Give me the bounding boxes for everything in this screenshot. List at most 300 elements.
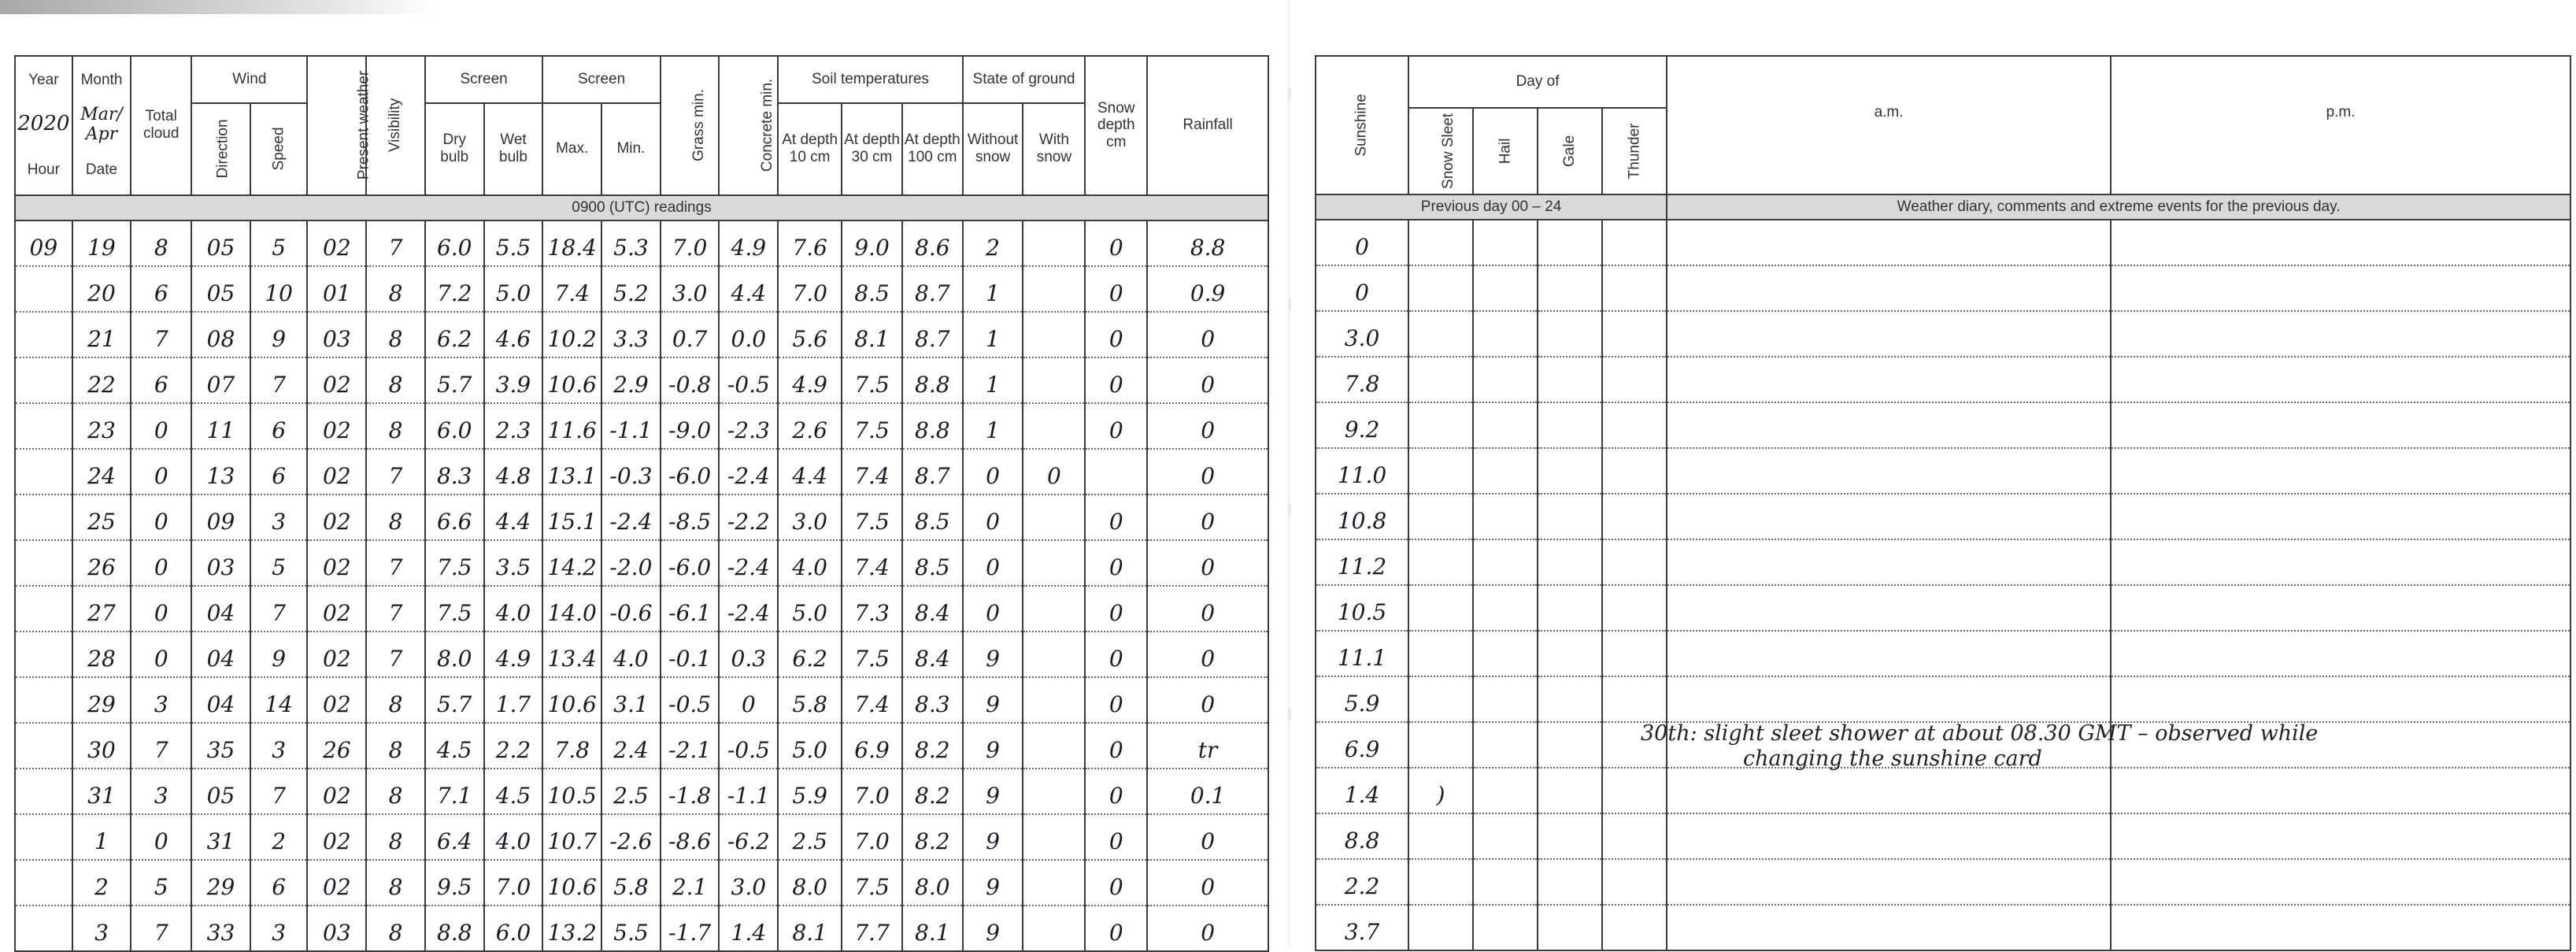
wind-header: Wind — [191, 56, 307, 103]
hail-cell — [1473, 357, 1538, 402]
wet-bulb-cell: 4.4 — [484, 495, 543, 540]
grass-min-cell: 3.0 — [661, 266, 720, 312]
wind-direction-cell: 11 — [191, 403, 250, 449]
thunder-cell — [1602, 311, 1667, 357]
min-temp-cell: 5.5 — [601, 906, 661, 951]
date-cell: 2 — [72, 860, 131, 906]
pm-diary-cell — [2111, 768, 2570, 813]
total-cloud-header: Total cloud — [131, 56, 191, 195]
ground-with-snow-cell — [1023, 723, 1085, 769]
visibility-cell: 8 — [366, 312, 425, 357]
present-weather-cell: 02 — [307, 357, 366, 403]
pm-diary-cell — [2111, 539, 2570, 585]
wind-speed-cell: 7 — [250, 586, 308, 632]
concrete-min-cell: -2.4 — [719, 449, 778, 495]
snow-depth-cell: 0 — [1085, 357, 1147, 403]
sunshine-cell: 11.2 — [1316, 539, 1408, 585]
dry-bulb-cell: 7.2 — [425, 266, 484, 312]
visibility-cell: 8 — [366, 677, 425, 723]
snow-depth-cell: 0 — [1085, 723, 1147, 769]
sunshine-cell: 1.4 — [1316, 768, 1408, 813]
ground-without-snow-cell: 0 — [963, 495, 1023, 540]
hail-cell — [1473, 585, 1538, 631]
ground-with-snow-cell — [1023, 860, 1085, 906]
date-cell: 19 — [72, 220, 131, 266]
max-temp-cell: 13.2 — [542, 906, 601, 951]
table-row — [15, 632, 1268, 677]
table-row — [15, 860, 1268, 906]
hour-cell — [15, 586, 72, 632]
wet-bulb-cell: 4.6 — [484, 312, 543, 357]
am-diary-cell — [1667, 357, 2111, 402]
pm-diary-cell — [2111, 859, 2570, 905]
wind-speed-cell: 3 — [250, 495, 308, 540]
ground-with-snow-cell — [1023, 266, 1085, 312]
wet-bulb-cell: 1.7 — [484, 677, 543, 723]
am-diary-cell — [1667, 585, 2111, 631]
wind-speed-cell: 3 — [250, 723, 308, 769]
snow-sleet-cell — [1408, 859, 1473, 905]
hail-cell — [1473, 905, 1538, 950]
soil-30cm-cell: 7.0 — [842, 769, 902, 814]
table-row — [15, 357, 1268, 403]
gale-cell — [1538, 676, 1602, 722]
wet-bulb-cell: 4.8 — [484, 449, 543, 495]
min-temp-cell: -0.3 — [601, 449, 661, 495]
soil-30cm-cell: 9.0 — [842, 220, 902, 266]
wet-bulb-cell: 5.5 — [484, 220, 543, 266]
max-temp-cell: 7.4 — [542, 266, 601, 312]
hour-cell — [15, 906, 72, 951]
wind-direction-cell: 05 — [191, 769, 250, 814]
soil-10cm-cell: 5.6 — [778, 312, 842, 357]
soil-100cm-cell: 8.1 — [902, 906, 963, 951]
total-cloud-cell: 6 — [131, 357, 191, 403]
wind-speed-cell: 2 — [250, 814, 308, 860]
present-weather-cell: 03 — [307, 312, 366, 357]
soil-30cm-cell: 7.5 — [842, 632, 902, 677]
diary-table — [1315, 55, 2571, 951]
wind-direction-cell: 04 — [191, 586, 250, 632]
min-header: Min. — [601, 103, 661, 195]
soil-100cm-cell: 8.5 — [902, 540, 963, 586]
am-diary-cell — [1667, 220, 2111, 265]
thunder-cell — [1602, 859, 1667, 905]
sunshine-cell: 0 — [1316, 265, 1408, 311]
snow-sleet-cell — [1408, 905, 1473, 950]
pm-diary-cell — [2111, 905, 2570, 950]
wind-speed-cell: 6 — [250, 449, 308, 495]
table-row — [1316, 448, 2570, 494]
soil-10cm-cell: 7.6 — [778, 220, 842, 266]
am-diary-cell — [1667, 402, 2111, 448]
visibility-header: Visibility — [366, 56, 425, 195]
soil-100cm-cell: 8.8 — [902, 403, 963, 449]
ground-without-snow-cell: 2 — [963, 220, 1023, 266]
grass-min-cell: -8.5 — [661, 495, 720, 540]
table-row — [1316, 813, 2570, 859]
soil-30cm-cell: 7.4 — [842, 449, 902, 495]
rainfall-cell: 8.8 — [1147, 220, 1268, 266]
min-temp-cell: 5.2 — [601, 266, 661, 312]
concrete-min-cell: -2.3 — [719, 403, 778, 449]
hail-cell — [1473, 676, 1538, 722]
thunder-cell — [1602, 220, 1667, 265]
ground-with-snow-cell — [1023, 403, 1085, 449]
rainfall-cell: 0 — [1147, 814, 1268, 860]
concrete-min-cell: -2.4 — [719, 540, 778, 586]
thunder-header: Thunder — [1602, 108, 1667, 194]
grass-min-cell: -0.8 — [661, 357, 720, 403]
snow-depth-cell: 0 — [1085, 906, 1147, 951]
soil-100cm-cell: 8.0 — [902, 860, 963, 906]
min-temp-cell: 3.3 — [601, 312, 661, 357]
ground-with-snow-cell — [1023, 586, 1085, 632]
book-gutter — [1286, 0, 1291, 946]
ground-without-snow-cell: 9 — [963, 906, 1023, 951]
total-cloud-cell: 0 — [131, 403, 191, 449]
total-cloud-cell: 0 — [131, 540, 191, 586]
wind-direction-cell: 04 — [191, 677, 250, 723]
snow-sleet-cell — [1408, 539, 1473, 585]
total-cloud-cell: 7 — [131, 906, 191, 951]
date-cell: 27 — [72, 586, 131, 632]
wind-direction-cell: 09 — [191, 495, 250, 540]
snow-sleet-cell — [1408, 265, 1473, 311]
soil-100cm-cell: 8.5 — [902, 495, 963, 540]
present-weather-cell: 03 — [307, 906, 366, 951]
grass-min-cell: -2.1 — [661, 723, 720, 769]
diary-entry-line1: 30th: slight sleet shower at about 08.30 GMT – observed while — [1641, 721, 2319, 746]
table-row — [1316, 539, 2570, 585]
gale-cell — [1538, 722, 1602, 768]
table-row — [15, 540, 1268, 586]
rainfall-header: Rainfall — [1147, 56, 1268, 195]
date-cell: 28 — [72, 632, 131, 677]
hour-cell — [15, 677, 72, 723]
table-row — [15, 403, 1268, 449]
soil-10cm-cell: 5.0 — [778, 723, 842, 769]
ground-without-snow-cell: 0 — [963, 540, 1023, 586]
present-weather-cell: 02 — [307, 403, 366, 449]
rainfall-cell: 0 — [1147, 540, 1268, 586]
hour-cell — [15, 723, 72, 769]
visibility-cell: 8 — [366, 495, 425, 540]
snow-depth-header: Snow depth cm — [1085, 56, 1147, 195]
soil-10cm-cell: 8.1 — [778, 906, 842, 951]
soil-10cm-cell: 7.0 — [778, 266, 842, 312]
left-page — [14, 55, 1269, 946]
table-row — [15, 586, 1268, 632]
thunder-cell — [1602, 448, 1667, 494]
snow-depth-cell: 0 — [1085, 632, 1147, 677]
snow-depth-cell: 0 — [1085, 220, 1147, 266]
pm-diary-cell — [2111, 813, 2570, 859]
sunshine-cell: 8.8 — [1316, 813, 1408, 859]
dry-bulb-cell: 6.6 — [425, 495, 484, 540]
soil-30cm-header: At depth 30 cm — [842, 103, 902, 195]
wind-speed-cell: 9 — [250, 312, 308, 357]
ground-without-snow-cell: 1 — [963, 266, 1023, 312]
am-diary-cell — [1667, 768, 2111, 813]
readings-table — [14, 55, 1269, 952]
soil-10cm-cell: 5.9 — [778, 769, 842, 814]
dry-bulb-cell: 9.5 — [425, 860, 484, 906]
concrete-min-cell: 3.0 — [719, 860, 778, 906]
pm-diary-cell — [2111, 402, 2570, 448]
concrete-min-header: Concrete min. — [719, 56, 778, 195]
table-row — [15, 449, 1268, 495]
grass-min-cell: -1.8 — [661, 769, 720, 814]
snow-depth-cell: 0 — [1085, 495, 1147, 540]
table-row — [15, 906, 1268, 951]
hour-cell — [15, 769, 72, 814]
min-temp-cell: -2.6 — [601, 814, 661, 860]
thunder-cell — [1602, 494, 1667, 539]
concrete-min-cell: 0.0 — [719, 312, 778, 357]
soil-100cm-cell: 8.2 — [902, 769, 963, 814]
min-temp-cell: -0.6 — [601, 586, 661, 632]
soil-10cm-cell: 4.9 — [778, 357, 842, 403]
visibility-cell: 8 — [366, 906, 425, 951]
min-temp-cell: 3.1 — [601, 677, 661, 723]
sunshine-cell: 10.5 — [1316, 585, 1408, 631]
concrete-min-cell: -6.2 — [719, 814, 778, 860]
table-row — [15, 266, 1268, 312]
hail-cell — [1473, 265, 1538, 311]
ground-with-snow-cell — [1023, 769, 1085, 814]
soil-100cm-cell: 8.4 — [902, 586, 963, 632]
snow-depth-cell: 0 — [1085, 266, 1147, 312]
ground-without-snow-cell: 9 — [963, 632, 1023, 677]
present-weather-cell: 02 — [307, 677, 366, 723]
soil-10cm-cell: 2.6 — [778, 403, 842, 449]
rainfall-cell: 0.1 — [1147, 769, 1268, 814]
total-cloud-cell: 3 — [131, 769, 191, 814]
soil-10cm-header: At depth 10 cm — [778, 103, 842, 195]
table-row — [15, 220, 1268, 266]
snow-sleet-cell — [1408, 357, 1473, 402]
soil-10cm-cell: 5.8 — [778, 677, 842, 723]
table-row — [1316, 494, 2570, 539]
min-temp-cell: 5.3 — [601, 220, 661, 266]
concrete-min-cell: 0.3 — [719, 632, 778, 677]
table-row — [1316, 357, 2570, 402]
gale-cell — [1538, 402, 1602, 448]
max-temp-cell: 10.6 — [542, 677, 601, 723]
min-temp-cell: 2.5 — [601, 769, 661, 814]
ground-with-snow-cell — [1023, 220, 1085, 266]
rainfall-cell: 0 — [1147, 906, 1268, 951]
date-cell: 21 — [72, 312, 131, 357]
min-temp-cell: -2.0 — [601, 540, 661, 586]
soil-30cm-cell: 7.5 — [842, 495, 902, 540]
grass-min-cell: -1.7 — [661, 906, 720, 951]
state-of-ground-header: State of ground — [963, 56, 1086, 103]
am-diary-cell — [1667, 539, 2111, 585]
concrete-min-cell: -2.4 — [719, 586, 778, 632]
dry-bulb-cell: 7.5 — [425, 540, 484, 586]
gale-cell — [1538, 265, 1602, 311]
date-cell: 31 — [72, 769, 131, 814]
present-weather-cell: 02 — [307, 540, 366, 586]
gale-cell — [1538, 539, 1602, 585]
wet-bulb-cell: 4.0 — [484, 586, 543, 632]
hail-cell — [1473, 722, 1538, 768]
visibility-cell: 8 — [366, 266, 425, 312]
rainfall-cell: tr — [1147, 723, 1268, 769]
without-snow-header: Without snow — [963, 103, 1023, 195]
dry-bulb-cell: 5.7 — [425, 357, 484, 403]
dry-bulb-cell: 6.0 — [425, 220, 484, 266]
wind-direction-cell: 03 — [191, 540, 250, 586]
wind-direction-cell: 08 — [191, 312, 250, 357]
sunshine-cell: 11.0 — [1316, 448, 1408, 494]
date-cell: 1 — [72, 814, 131, 860]
concrete-min-cell: 1.4 — [719, 906, 778, 951]
ground-with-snow-cell — [1023, 357, 1085, 403]
soil-10cm-cell: 8.0 — [778, 860, 842, 906]
total-cloud-cell: 7 — [131, 723, 191, 769]
dry-bulb-header: Dry bulb — [425, 103, 484, 195]
dry-bulb-cell: 8.0 — [425, 632, 484, 677]
snow-sleet-cell — [1408, 448, 1473, 494]
wet-bulb-cell: 3.9 — [484, 357, 543, 403]
present-weather-cell: 02 — [307, 220, 366, 266]
sunshine-cell: 3.7 — [1316, 905, 1408, 950]
scan-shadow — [0, 0, 441, 14]
gale-cell — [1538, 311, 1602, 357]
thunder-cell — [1602, 265, 1667, 311]
ground-with-snow-cell — [1023, 312, 1085, 357]
total-cloud-cell: 0 — [131, 495, 191, 540]
day-of-header: Day of — [1408, 56, 1667, 108]
soil-10cm-cell: 3.0 — [778, 495, 842, 540]
table-row — [15, 723, 1268, 769]
soil-10cm-cell: 4.4 — [778, 449, 842, 495]
soil-10cm-cell: 4.0 — [778, 540, 842, 586]
date-cell: 25 — [72, 495, 131, 540]
hour-cell — [15, 403, 72, 449]
wet-bulb-cell: 3.5 — [484, 540, 543, 586]
thunder-cell — [1602, 539, 1667, 585]
screen-maxmin-header: Screen — [542, 56, 660, 103]
min-temp-cell: 4.0 — [601, 632, 661, 677]
wind-speed-cell: 3 — [250, 906, 308, 951]
hour-cell — [15, 449, 72, 495]
gale-cell — [1538, 585, 1602, 631]
sunshine-cell: 9.2 — [1316, 402, 1408, 448]
date-cell: 29 — [72, 677, 131, 723]
soil-30cm-cell: 7.4 — [842, 540, 902, 586]
thunder-cell — [1602, 402, 1667, 448]
snow-depth-cell: 0 — [1085, 586, 1147, 632]
wind-speed-cell: 5 — [250, 540, 308, 586]
soil-30cm-cell: 7.3 — [842, 586, 902, 632]
speed-header: Speed — [250, 103, 308, 195]
thunder-cell — [1602, 768, 1667, 813]
snow-sleet-cell — [1408, 220, 1473, 265]
grass-min-header: Grass min. — [661, 56, 720, 195]
visibility-cell: 8 — [366, 357, 425, 403]
grass-min-cell: -0.1 — [661, 632, 720, 677]
wind-direction-cell: 29 — [191, 860, 250, 906]
ground-without-snow-cell: 0 — [963, 449, 1023, 495]
soil-10cm-cell: 5.0 — [778, 586, 842, 632]
wind-speed-cell: 6 — [250, 860, 308, 906]
max-temp-cell: 7.8 — [542, 723, 601, 769]
ground-with-snow-cell — [1023, 540, 1085, 586]
wind-direction-cell: 05 — [191, 220, 250, 266]
hour-cell: 09 — [15, 220, 72, 266]
am-diary-cell — [1667, 311, 2111, 357]
soil-30cm-cell: 7.5 — [842, 860, 902, 906]
gale-cell — [1538, 448, 1602, 494]
hail-cell — [1473, 448, 1538, 494]
concrete-min-cell: -2.2 — [719, 495, 778, 540]
gale-cell — [1538, 631, 1602, 676]
pm-diary-cell — [2111, 631, 2570, 676]
date-cell: 3 — [72, 906, 131, 951]
snow-depth-cell: 0 — [1085, 814, 1147, 860]
snow-depth-cell: 0 — [1085, 860, 1147, 906]
wet-bulb-cell: 4.9 — [484, 632, 543, 677]
ground-without-snow-cell: 1 — [963, 312, 1023, 357]
gale-cell — [1538, 768, 1602, 813]
pm-diary-cell — [2111, 448, 2570, 494]
wet-bulb-cell: 6.0 — [484, 906, 543, 951]
year-header: Year — [15, 56, 72, 103]
hail-cell — [1473, 631, 1538, 676]
soil-30cm-cell: 6.9 — [842, 723, 902, 769]
date-cell: 26 — [72, 540, 131, 586]
hail-cell — [1473, 813, 1538, 859]
ground-with-snow-cell — [1023, 906, 1085, 951]
wet-bulb-cell: 7.0 — [484, 860, 543, 906]
soil-temperatures-header: Soil temperatures — [778, 56, 963, 103]
diary-band: Weather diary, comments and extreme events for the previous day. — [1667, 194, 2570, 220]
date-cell: 24 — [72, 449, 131, 495]
max-temp-cell: 14.2 — [542, 540, 601, 586]
table-row — [1316, 402, 2570, 448]
dry-bulb-cell: 6.4 — [425, 814, 484, 860]
grass-min-cell: -0.5 — [661, 677, 720, 723]
sunshine-cell: 3.0 — [1316, 311, 1408, 357]
total-cloud-cell: 8 — [131, 220, 191, 266]
with-snow-header: With snow — [1023, 103, 1085, 195]
present-weather-cell: 02 — [307, 814, 366, 860]
binding-mark — [1288, 88, 1291, 99]
soil-30cm-cell: 7.5 — [842, 403, 902, 449]
snow-sleet-cell — [1408, 813, 1473, 859]
sunshine-cell: 7.8 — [1316, 357, 1408, 402]
wind-speed-cell: 7 — [250, 357, 308, 403]
hail-header: Hail — [1473, 108, 1538, 194]
ground-without-snow-cell: 1 — [963, 357, 1023, 403]
visibility-cell: 7 — [366, 586, 425, 632]
binding-mark — [1288, 299, 1291, 310]
concrete-min-cell: 4.9 — [719, 220, 778, 266]
pm-diary-cell — [2111, 585, 2570, 631]
rainfall-cell: 0 — [1147, 632, 1268, 677]
am-diary-cell — [1667, 813, 2111, 859]
dry-bulb-cell: 8.3 — [425, 449, 484, 495]
snow-sleet-cell — [1408, 722, 1473, 768]
rainfall-cell: 0 — [1147, 677, 1268, 723]
table-row — [1316, 265, 2570, 311]
total-cloud-cell: 3 — [131, 677, 191, 723]
visibility-cell: 7 — [366, 632, 425, 677]
